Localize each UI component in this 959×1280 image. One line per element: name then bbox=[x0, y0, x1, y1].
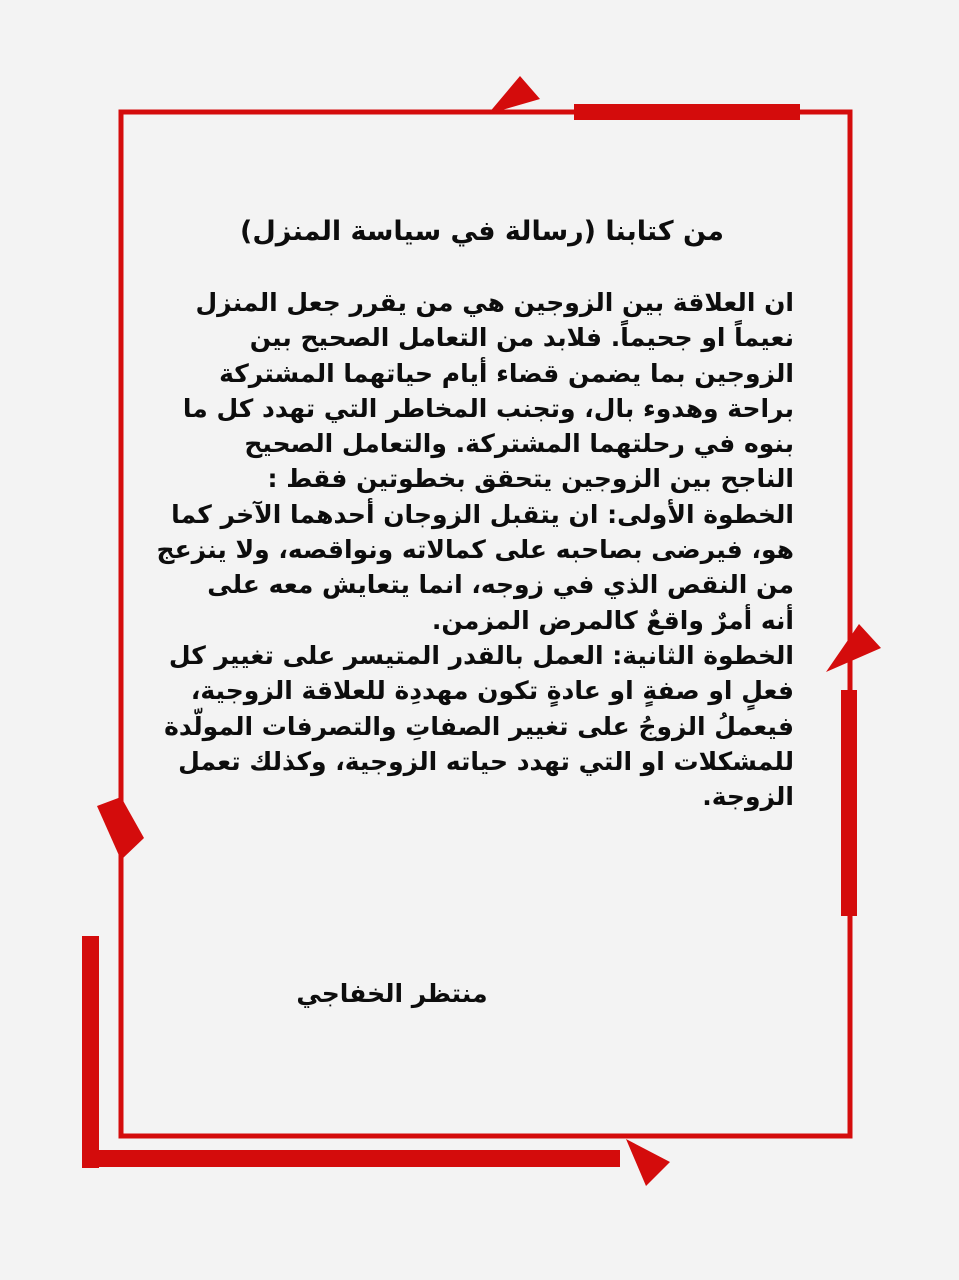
right-arrow bbox=[826, 624, 881, 672]
body-line: هو، فيرضى بصاحبه على كمالاته ونواقصه، ولا ينزعج bbox=[156, 535, 794, 565]
body-line: الخطوة الأولى: ان يتقبل الزوجان أحدهما الآخر كما bbox=[171, 499, 794, 529]
letter-title: من كتابنا (رسالة في سياسة المنزل) bbox=[240, 216, 724, 247]
letter-content bbox=[150, 205, 794, 814]
left-arrow bbox=[97, 797, 144, 860]
bottom-left-vertical-bar bbox=[82, 936, 99, 1168]
body-line: من النقص الذي في زوجه، انما يتعايش معه على bbox=[207, 570, 794, 600]
body-line: بنوه في رحلتهما المشتركة. والتعامل الصحيح bbox=[244, 429, 794, 459]
body-line: فيعملُ الزوجُ على تغيير الصفاتِ والتصرفات المولّدة bbox=[164, 711, 794, 741]
body-line: فعلٍ او صفةٍ او عادةٍ تكون مهددِة للعلاقة الزوجية، bbox=[190, 676, 794, 706]
body-line: براحة وهدوء بال، وتجنب المخاطر التي تهدد كل ما bbox=[182, 393, 794, 423]
author-name: منتظر الخفاجي bbox=[296, 979, 488, 1008]
top-arrow bbox=[488, 76, 540, 114]
body-line: الناجح بين الزوجين يتحقق بخطوتين فقط : bbox=[267, 464, 794, 494]
bottom-thick-bar bbox=[82, 1150, 620, 1167]
body-line: الزوجين بما يضمن قضاء أيام حياتهما المشتركة bbox=[219, 358, 794, 388]
body-line: للمشكلات او التي تهدد حياته الزوجية، وكذلك تعمل bbox=[178, 746, 794, 776]
body-line: الخطوة الثانية: العمل بالقدر المتيسر على تغيير كل bbox=[168, 640, 794, 670]
top-thick-bar bbox=[574, 104, 800, 120]
body-line: نعيماً او جحيماً. فلابد من التعامل الصحيح بين bbox=[249, 323, 794, 353]
author-signature bbox=[150, 972, 794, 1016]
body-line: ان العلاقة بين الزوجين هي من يقرر جعل المنزل bbox=[195, 288, 794, 317]
body-line: أنه أمرٌ واقعٌ كالمرض المزمن. bbox=[431, 605, 794, 635]
right-thick-bar bbox=[841, 690, 857, 916]
bottom-arrow bbox=[626, 1139, 670, 1186]
body-line: الزوجة. bbox=[702, 782, 794, 812]
